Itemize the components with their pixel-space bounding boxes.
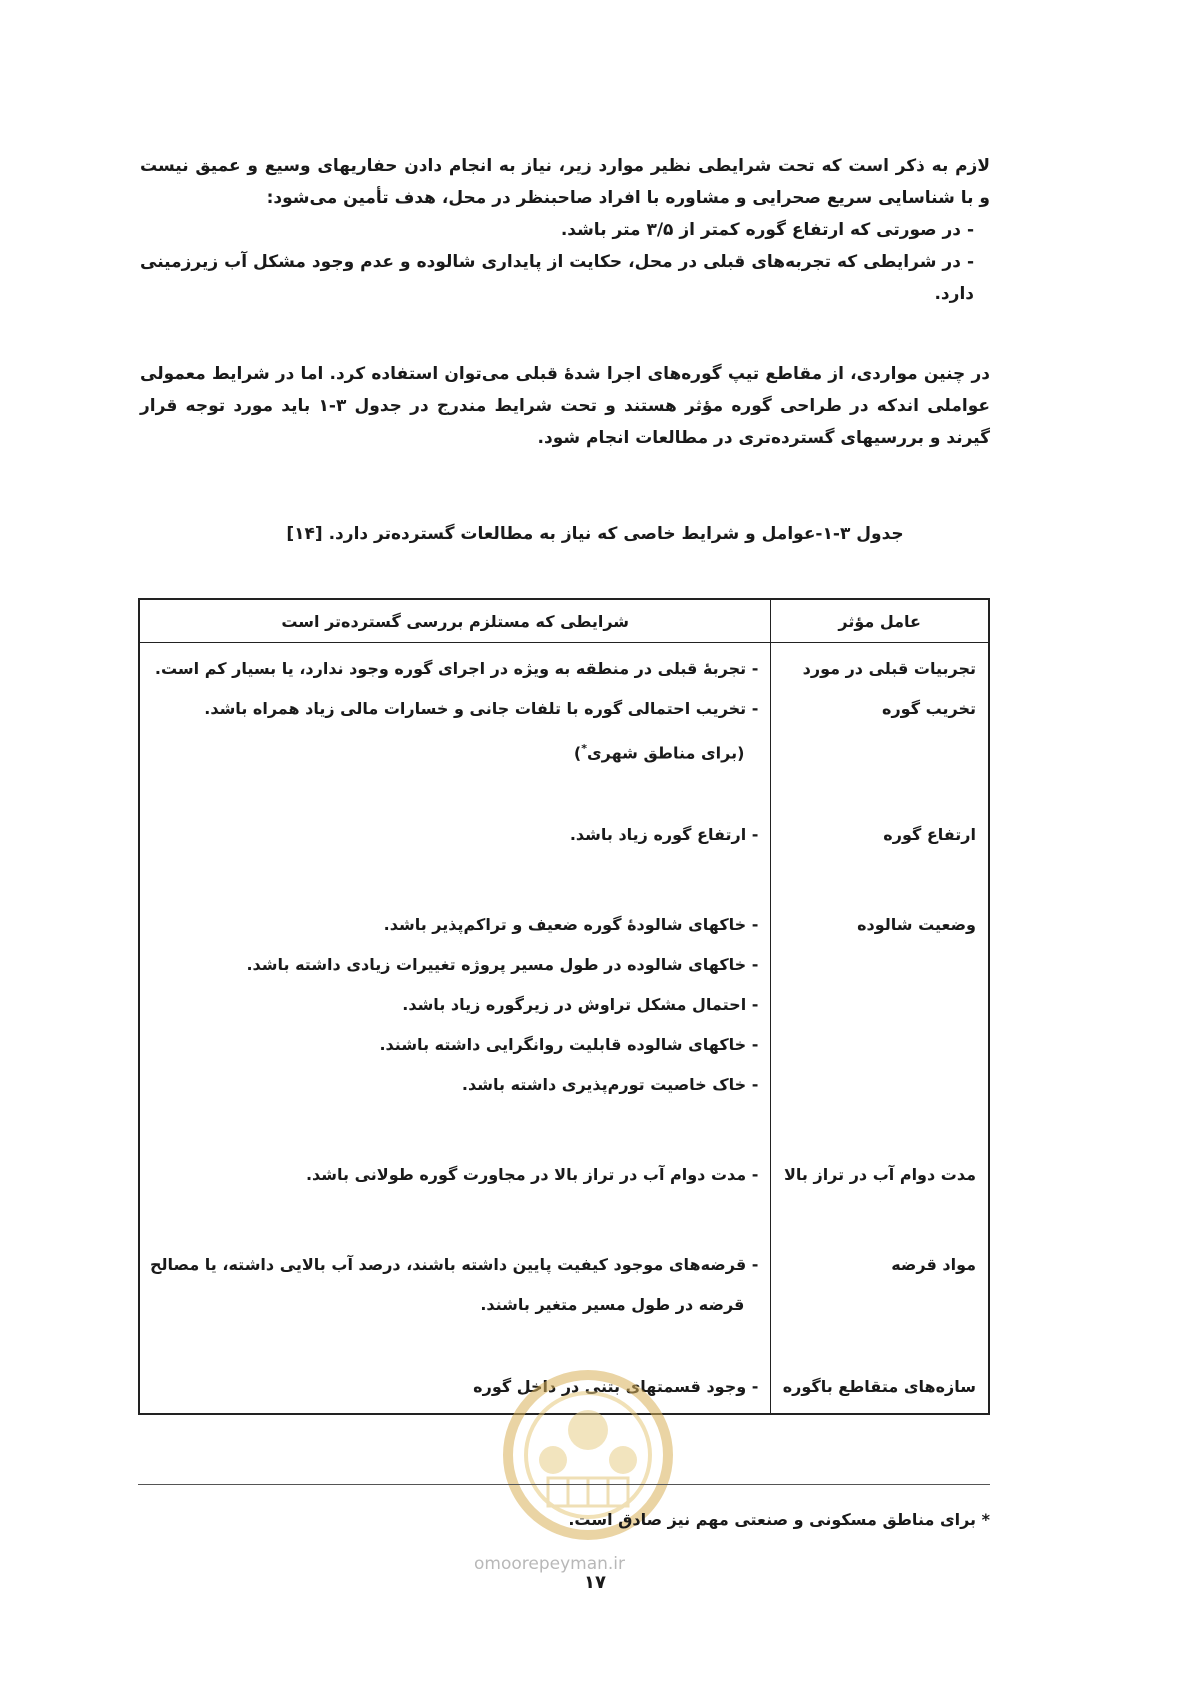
factor-text: سازه‌های متقاطع باگوره: [782, 1377, 976, 1397]
table-row: [139, 1149, 989, 1239]
condition-text: - احتمال مشکل تراوش در زیرگوره زیاد باشد.: [402, 995, 759, 1015]
conditions-cell: [139, 809, 771, 899]
condition-text: - خاک خاصیت تورم‌پذیری داشته باشد.: [461, 1075, 759, 1095]
factor-text: وضعیت شالوده: [857, 915, 976, 935]
condition-note-text: (برای مناطق شهری: [586, 743, 745, 763]
condition-text: - مدت دوام آب در تراز بالا در مجاورت گوره طولانی باشد.: [305, 1165, 759, 1185]
intro-bullet: - در صورتی که ارتفاع گوره کمتر از ۳/۵ متر باشد.: [560, 220, 974, 240]
condition-text: - تجربهٔ قبلی در منطقه به ویژه در اجرای گوره وجود ندارد، یا بسیار کم است.: [154, 659, 759, 678]
factor-cell: [771, 643, 989, 810]
condition-text: - خاکهای شالودهٔ گوره ضعیف و تراکم‌پذیر باشد.: [383, 915, 759, 935]
table-row: [139, 809, 989, 899]
factor-text: مدت دوام آب در تراز بالا: [783, 1165, 976, 1185]
table-row: [139, 899, 989, 1149]
footnote-marker: *: [581, 742, 587, 755]
factor-cell: [771, 809, 989, 899]
condition-text: - قرضه‌های موجود کیفیت پایین داشته باشند، درصد آب بالایی داشته، یا مصالح: [150, 1255, 759, 1275]
condition-note: [150, 729, 758, 773]
conditions-cell: [139, 1149, 771, 1239]
condition-text: - وجود قسمتهای بتنی در داخل گوره: [473, 1377, 759, 1397]
footnote-divider: [138, 1484, 990, 1485]
factor-cell: [771, 1361, 989, 1414]
body-section: [140, 358, 990, 454]
condition-text: - ارتفاع گوره زیاد باشد.: [569, 825, 759, 845]
factor-cell: [771, 899, 989, 1149]
factors-table: [138, 598, 990, 1415]
intro-bullet-list: [140, 214, 990, 310]
factor-text: تجربیات قبلی در مورد: [802, 659, 976, 678]
table-row: [139, 1239, 989, 1361]
table-row: [139, 643, 989, 810]
body-paragraph: در چنین مواردی، از مقاطع تیپ گوره‌های اجرا شدهٔ قبلی می‌توان استفاده کرد. اما در شرایط معمولی عواملی اندکه در طراحی گوره مؤثر هستند و تحت شرایط مندرج در جدول ۳-۱ باید مورد توجه قرار گیرند و بررسیهای گسترده‌تری در مطالعات انجام شود.: [140, 364, 990, 448]
factor-cell: [771, 1149, 989, 1239]
factor-text: ارتفاع گوره: [883, 825, 976, 845]
factor-text: تخریب گوره: [882, 699, 976, 718]
condition-note-close: ): [573, 743, 582, 763]
intro-section: [140, 150, 990, 310]
conditions-cell: [139, 1239, 771, 1361]
condition-text: - خاکهای شالوده در طول مسیر پروژه تغییرات زیادی داشته باشد.: [246, 955, 759, 975]
factor-cell: [771, 1239, 989, 1361]
footnote: * برای مناطق مسکونی و صنعتی مهم نیز صادق است.: [568, 1510, 990, 1529]
condition-text: - تخریب احتمالی گوره با تلفات جانی و خسارات مالی زیاد همراه باشد.: [204, 699, 759, 718]
table-caption: جدول ۳-۱-عوامل و شرایط خاصی که نیاز به مطالعات گسترده‌تر دارد. [۱۴]: [286, 524, 904, 544]
conditions-cell: [139, 899, 771, 1149]
condition-text: - خاکهای شالوده قابلیت روانگرایی داشته باشند.: [379, 1035, 759, 1055]
page-number: ۱۷: [584, 1572, 606, 1593]
intro-paragraph: لازم به ذکر است که تحت شرایطی نظیر موارد زیر، نیاز به انجام دادن حفاریهای وسیع و عمیق نیست و با شناسایی سریع صحرایی و مشاوره با افراد صاحبنظر در محل، هدف تأمین می‌شود:: [140, 156, 990, 208]
table-header-row: [139, 599, 989, 643]
condition-text: قرضه در طول مسیر متغیر باشند.: [480, 1295, 745, 1315]
header-factor: عامل مؤثر: [771, 599, 989, 643]
watermark-url: omoorepeyman.ir: [474, 1554, 626, 1574]
header-conditions: شرایطی که مستلزم بررسی گسترده‌تر است: [139, 599, 771, 643]
factor-text: مواد قرضه: [891, 1255, 976, 1275]
intro-bullet: - در شرایطی که تجربه‌های قبلی در محل، حکایت از پایداری شالوده و عدم وجود مشکل آب زیرزمینی دارد.: [140, 252, 974, 304]
conditions-cell: [139, 643, 771, 810]
